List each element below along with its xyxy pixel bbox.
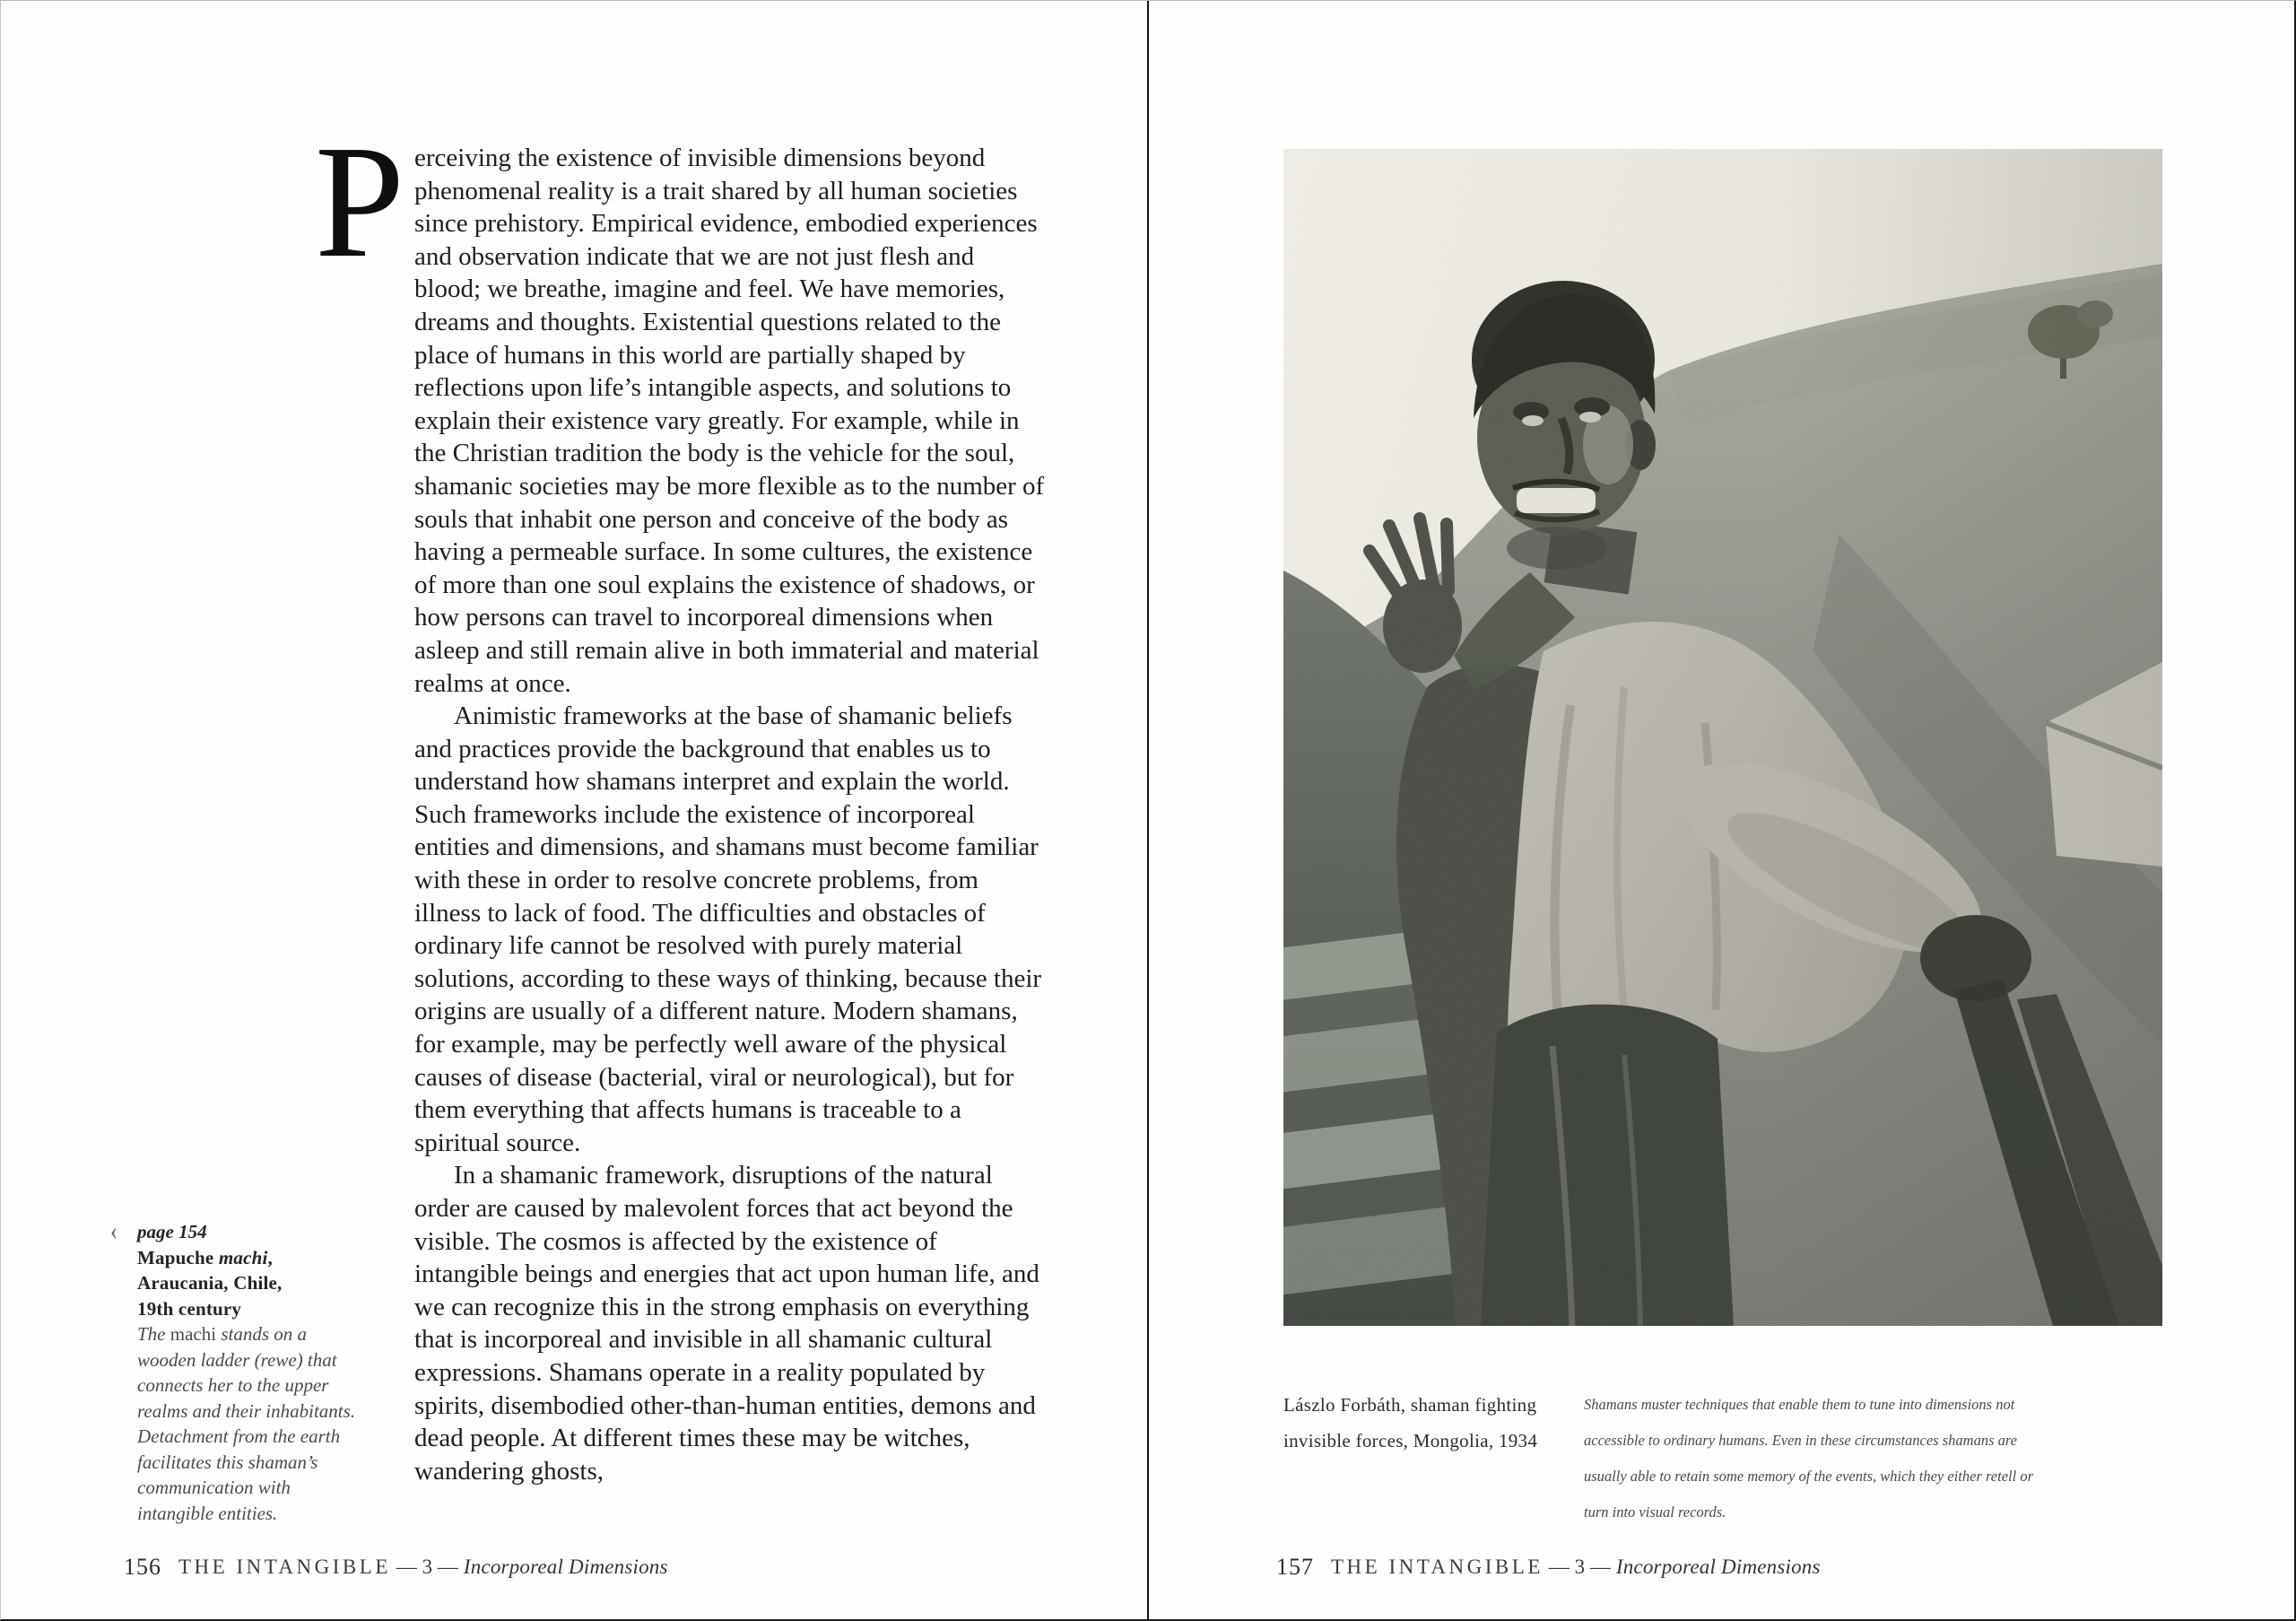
page-reference: page 154 — [137, 1221, 207, 1242]
page-number: 156 — [124, 1554, 161, 1580]
page-number: 157 — [1276, 1554, 1314, 1580]
chapter-title: Incorporeal Dimensions — [463, 1556, 668, 1578]
margin-note — [110, 1216, 361, 1526]
paragraph: Animistic frameworks at the base of shamanic beliefs and practices provide the background that enables us to understand how shamans interpret and explain the world. Such frameworks include the existence of incorporeal entities and dimensions, and shamans must become familiar with these in order to resolve concrete problems, from illness to lack of food. The difficulties and obstacles of ordinary life cannot be resolved with purely material solutions, according to these ways of thinking, because their origins are usually of a different nature. Modern shamans, for example, may be perfectly well aware of the physical causes of disease (bacterial, viral or neurological), but for them everything that affects humans is traceable to a spiritual source. — [414, 702, 1042, 1157]
shaman-photo-illustration — [1283, 149, 2162, 1326]
body-text — [414, 142, 1047, 1487]
shaman-photo — [1283, 149, 2162, 1326]
paragraph: In a shamanic framework, disruptions of the natural order are caused by malevolent forces that act beyond the visible. The cosmos is affected by the existence of intangible beings and energies that act upon human life, and we can recognize this in the strong emphasis on everything that is incorporeal and invisible in all shamanic cultural expressions. Shamans operate in a reality populated by spirits, disembodied other-than-human entities, demons and dead people. At different times these may be witches, wandering ghosts, — [414, 1161, 1039, 1486]
caption-title-line: Araucania, Chile, — [137, 1272, 283, 1294]
chevron-left-icon: ‹ — [110, 1216, 117, 1247]
book-title: THE INTANGIBLE — [178, 1556, 391, 1578]
margin-note-body — [137, 1245, 363, 1527]
chapter-number: — 3 — — [396, 1556, 458, 1578]
running-footer — [1331, 1556, 1821, 1579]
page-gutter-divider — [1147, 1, 1149, 1621]
caption-credit-line: invisible forces, Mongolia, 1934 — [1283, 1430, 1538, 1451]
chapter-number: — 3 — — [1548, 1556, 1611, 1578]
photo-caption-description: Shamans muster techniques that enable them to tune into dimensions not accessible to ordinary humans. Even in these circumstances shamans are usually able to retain some memory of the events, which they either retell or turn into visual records. — [1584, 1396, 2033, 1521]
photo-caption-credit — [1283, 1387, 1579, 1459]
paragraph: erceiving the existence of invisible dimensions beyond phenomenal reality is a trait shared by all human societies since prehistory. Empirical evidence, embodied experiences and observation indicate that we are not just flesh and blood; we breathe, imagine and feel. We have memories, dreams and thoughts. Existential questions related to the place of humans in this world are partially shaped by reflections upon life’s intangible aspects, and solutions to explain their existence vary greatly. For example, while in the Christian tradition the body is the vehicle for the soul, shamanic societies may be more flexible as to the number of souls that inhabit one person and conceive of the body as having a permeable surface. In some cultures, the existence of more than one soul explains the existence of shadows, or how persons can travel to incorporeal dimensions when asleep and still remain alive in both immaterial and material realms at once. — [414, 144, 1045, 698]
caption-title-line: Mapuche machi, — [137, 1246, 273, 1268]
margin-note-reference — [110, 1216, 361, 1247]
caption-description: The machi stands on a wooden ladder (rewe) that connects her to the upper realms and their inhabitants. Detachment from the earth facilitates this shaman’s communication with intangible entities. — [137, 1323, 356, 1524]
book-title: THE INTANGIBLE — [1331, 1556, 1544, 1578]
drop-cap: P — [315, 112, 405, 291]
running-footer — [178, 1556, 668, 1579]
caption-credit-line: Lászlo Forbáth, shaman fighting — [1283, 1394, 1537, 1416]
caption-title-line: 19th century — [137, 1297, 242, 1320]
chapter-title: Incorporeal Dimensions — [1615, 1556, 1821, 1578]
